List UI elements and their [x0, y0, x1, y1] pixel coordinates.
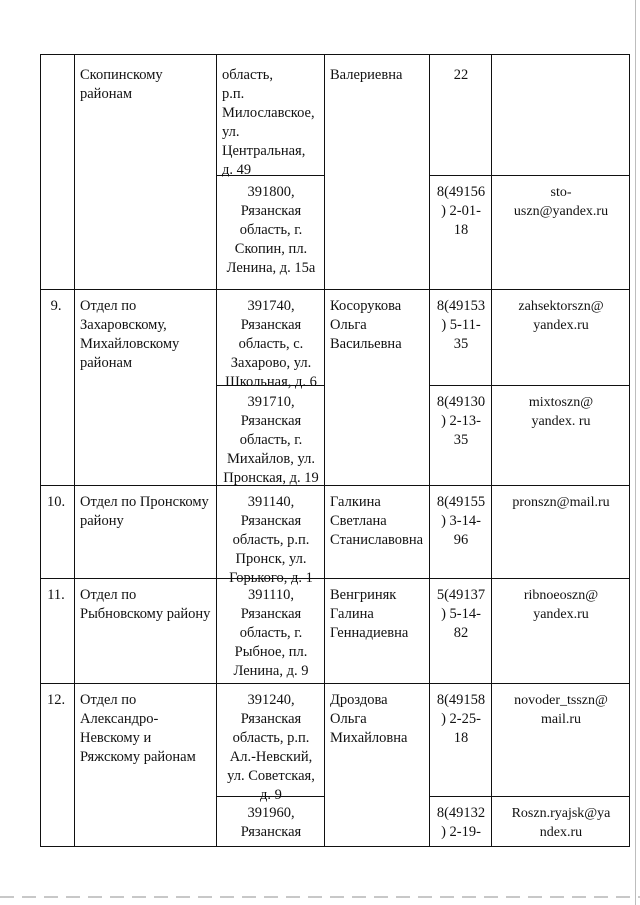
address-cell: область, р.п. Милославское, ул. Центральная, д. 49 [222, 67, 315, 178]
scan-artifact [0, 896, 640, 898]
address-cell: 391800, Рязанская область, г. Скопин, пл. Ленина, д. 15а [226, 184, 316, 276]
row-number: 9. [50, 298, 62, 314]
contact-person-cell: Венгриняк Галина Геннадиевна [330, 587, 409, 641]
address-cell: 391110, Рязанская область, г. Рыбное, пл. Ленина, д. 9 [233, 587, 309, 679]
email-cell: Roszn.ryajsk@ya ndex.ru [511, 806, 611, 840]
department-cell: Отдел по Рыбновскому району [80, 587, 211, 622]
department-cell: Отдел по Пронскому району [80, 494, 209, 529]
phone-cell: 8(49158 ) 2-25- 18 [436, 692, 486, 746]
contact-person-cell: Косорукова Ольга Васильевна [330, 298, 402, 352]
phone-cell: 22 [453, 67, 469, 83]
row-number: 10. [46, 494, 66, 510]
table-border-left [40, 54, 41, 847]
phone-cell: 8(49132 ) 2-19- [436, 805, 486, 840]
phone-cell: 8(49130 ) 2-13- 35 [436, 394, 486, 448]
table-border-top [40, 54, 630, 55]
phone-cell: 5(49137 ) 5-14- 82 [436, 587, 486, 641]
email-cell: zahsektorszn@ yandex.ru [518, 299, 604, 333]
department-cell: Скопинскому районам [80, 67, 163, 102]
department-cell: Отдел по Александро- Невскому и Ряжскому районам [80, 692, 196, 765]
contacts-table [40, 54, 630, 847]
phone-cell: 8(49155 ) 3-14- 96 [436, 494, 486, 548]
email-cell: sto- uszn@yandex.ru [513, 185, 609, 219]
email-cell: ribnoeoszn@ yandex.ru [523, 588, 599, 622]
table-border-bottom [40, 846, 630, 847]
page-edge [635, 0, 636, 905]
email-cell: pronszn@mail.ru [512, 495, 610, 510]
address-cell: 391740, Рязанская область, с. Захарово, ул. Школьная, д. 6 [225, 298, 317, 390]
row-number: 12. [46, 692, 66, 708]
email-cell: mixtoszn@ yandex. ru [528, 395, 594, 429]
phone-cell: 8(49153 ) 5-11- 35 [436, 298, 486, 352]
table-border-right [629, 54, 630, 847]
address-cell: 391960, Рязанская [240, 805, 302, 840]
address-cell: 391140, Рязанская область, р.п. Пронск, ул. Горького, д. 1 [229, 494, 313, 586]
address-cell: 391240, Рязанская область, р.п. Ал.-Невский, ул. Советская, д. 9 [227, 692, 315, 803]
phone-cell: 8(49156 ) 2-01- 18 [436, 184, 486, 238]
contact-person-cell: Дроздова Ольга Михайловна [330, 692, 408, 746]
contact-person-cell: Галкина Светлана Станиславовна [330, 494, 424, 548]
email-cell: novoder_tsszn@ mail.ru [514, 693, 608, 727]
address-cell: 391710, Рязанская область, г. Михайлов, ул. Пронская, д. 19 [223, 394, 319, 486]
contact-person-cell: Валериевна [330, 67, 403, 83]
department-cell: Отдел по Захаровскому, Михайловскому районам [80, 298, 180, 371]
row-number: 11. [47, 587, 65, 603]
